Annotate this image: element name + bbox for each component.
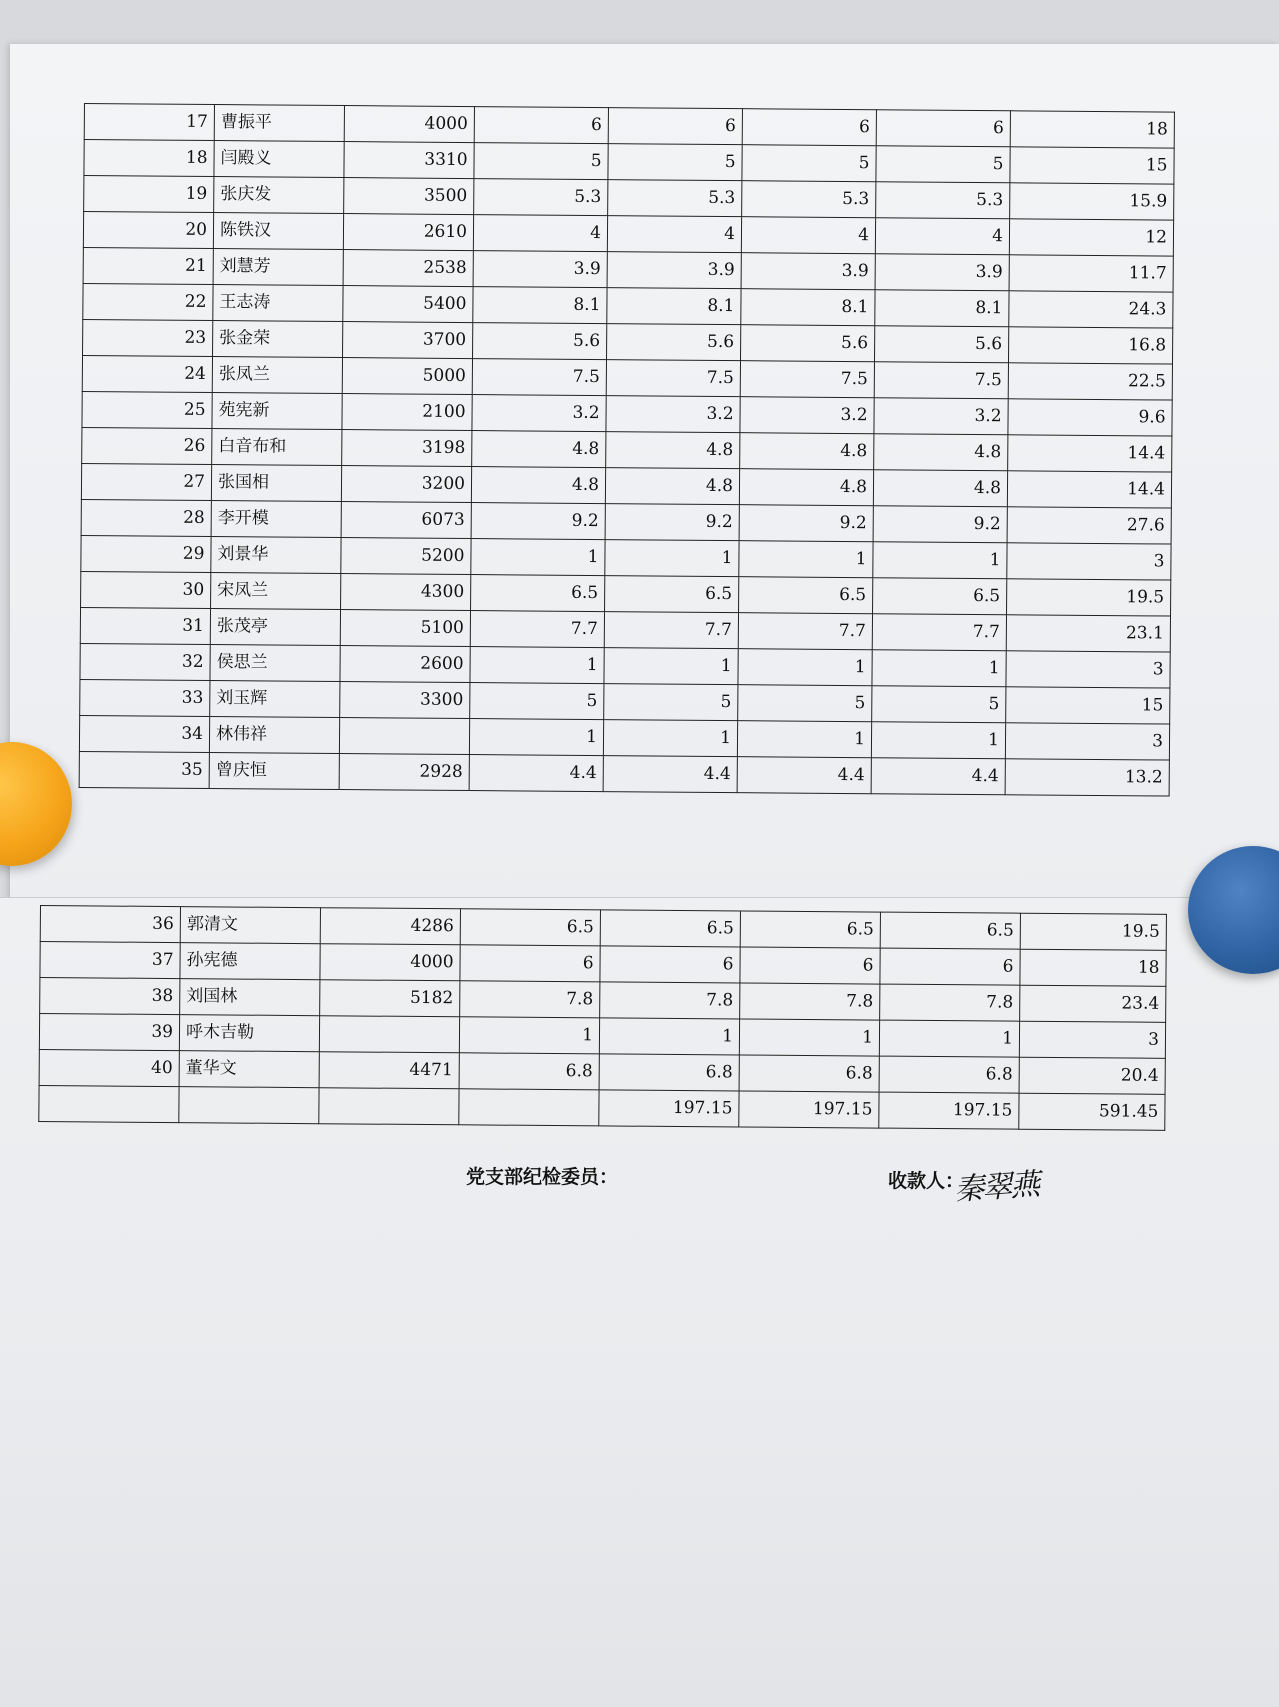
cell-total: 15: [1010, 147, 1174, 184]
cell-no: [39, 1085, 179, 1122]
cell-m4: 6: [880, 948, 1020, 985]
cell-total: 3: [1006, 651, 1170, 688]
cell-m1: 4: [473, 215, 607, 252]
cell-m1: 5.3: [474, 179, 608, 216]
cell-m1: 9.2: [471, 503, 605, 540]
cell-amount: [339, 718, 469, 755]
cell-name: 闫殿义: [214, 141, 344, 178]
cell-m2: 5: [604, 684, 738, 721]
cell-m1: 3.2: [472, 395, 606, 432]
cell-m1: 5: [474, 143, 608, 180]
cell-name: 张国相: [211, 465, 341, 502]
cell-m3: 4.8: [740, 433, 874, 470]
dues-table-bottom: [38, 905, 1167, 1131]
cell-no: 39: [39, 1014, 179, 1051]
cell-m2: 6.5: [600, 910, 740, 947]
cell-m3: 4.4: [737, 757, 871, 794]
inspector-label: 党支部纪检委员：: [466, 1166, 619, 1188]
cell-amount: 6073: [341, 502, 471, 539]
cell-m3: 5.6: [740, 325, 874, 362]
cell-m3: 6: [742, 109, 876, 146]
cell-m3: 197.15: [739, 1091, 879, 1128]
cell-m1: 5.6: [473, 323, 607, 360]
cell-amount: 4300: [341, 574, 471, 611]
cell-total: 15.9: [1010, 183, 1174, 220]
cell-total: 18: [1020, 949, 1166, 986]
cell-total: 11.7: [1009, 255, 1173, 292]
cell-m1: 4.8: [472, 431, 606, 468]
cell-total: 9.6: [1008, 399, 1172, 436]
cell-name: 曾庆恒: [209, 753, 339, 790]
cell-name: 张庆发: [214, 177, 344, 214]
cell-m4: 5.3: [876, 182, 1010, 219]
cell-amount: 5182: [320, 980, 460, 1017]
cell-m1: 4.8: [471, 467, 605, 504]
cell-m2: 6: [608, 108, 742, 145]
cell-m3: 4: [741, 217, 875, 254]
cell-name: 张茂亭: [210, 609, 340, 646]
cell-m2: 1: [599, 1018, 739, 1055]
cell-m4: 7.5: [874, 362, 1008, 399]
cell-m4: 1: [873, 542, 1007, 579]
cell-total: 23.1: [1006, 615, 1170, 652]
cell-m4: 5: [872, 686, 1006, 723]
cell-amount: 5000: [342, 358, 472, 395]
cell-m3: 1: [739, 1019, 879, 1056]
cell-name: 王志涛: [213, 285, 343, 322]
cell-no: 34: [79, 715, 209, 752]
cell-name: 陈铁汉: [213, 213, 343, 250]
cell-name: 刘国林: [180, 979, 320, 1016]
cell-name: 呼木吉勒: [179, 1015, 319, 1052]
cell-m3: 5.3: [742, 181, 876, 218]
cell-amount: 4000: [320, 944, 460, 981]
cell-total: 27.6: [1007, 507, 1171, 544]
cell-m4: 1: [871, 722, 1005, 759]
cell-m2: 4.8: [605, 468, 739, 505]
cell-m1: 7.5: [472, 359, 606, 396]
cell-name: 刘景华: [211, 537, 341, 574]
cell-amount: 5400: [343, 286, 473, 323]
cell-no: 25: [82, 391, 212, 428]
cell-m3: 7.5: [740, 361, 874, 398]
cell-total: 18: [1010, 111, 1174, 148]
cell-name: 刘玉辉: [210, 681, 340, 718]
cell-m4: 197.15: [879, 1092, 1019, 1129]
cell-m4: 5.6: [874, 326, 1008, 363]
cell-m1: 6: [474, 107, 608, 144]
cell-amount: 2610: [343, 214, 473, 251]
cell-m4: 9.2: [873, 506, 1007, 543]
cell-m4: 1: [872, 650, 1006, 687]
cell-m3: 1: [737, 721, 871, 758]
cell-no: 29: [81, 535, 211, 572]
cell-amount: [319, 1016, 459, 1053]
cell-m4: 5: [876, 146, 1010, 183]
cell-m2: 4.8: [606, 432, 740, 469]
cell-m3: 3.9: [741, 253, 875, 290]
cell-no: 35: [79, 751, 209, 788]
cell-amount: 3300: [340, 682, 470, 719]
cell-no: 37: [40, 942, 180, 979]
cell-m3: 6.5: [739, 577, 873, 614]
cell-m1: 4.4: [469, 755, 603, 792]
cell-total: 3: [1019, 1021, 1165, 1058]
cell-m2: 8.1: [607, 288, 741, 325]
cell-amount: 5200: [341, 538, 471, 575]
cell-m2: 7.5: [606, 360, 740, 397]
cell-m2: 7.7: [604, 612, 738, 649]
cell-m2: 6.5: [605, 576, 739, 613]
cell-m1: 1: [459, 1017, 599, 1054]
receiver-signature: 秦翠燕: [953, 1167, 1040, 1208]
cell-amount: [319, 1088, 459, 1125]
cell-m2: 5: [608, 144, 742, 181]
cell-m2: 4.4: [603, 756, 737, 793]
cell-no: 24: [82, 355, 212, 392]
cell-m2: 1: [603, 720, 737, 757]
cell-m1: 1: [470, 647, 604, 684]
cell-amount: 3198: [342, 430, 472, 467]
cell-m1: 6: [460, 945, 600, 982]
cell-name: 张凤兰: [212, 357, 342, 394]
cell-m4: 4.4: [871, 758, 1005, 795]
cell-m2: 1: [605, 540, 739, 577]
cell-m3: 7.8: [740, 983, 880, 1020]
cell-m1: 1: [469, 719, 603, 756]
cell-name: 宋凤兰: [211, 573, 341, 610]
cell-m1: [459, 1089, 599, 1126]
cell-total: 23.4: [1020, 985, 1166, 1022]
dues-table-top: [79, 103, 1175, 797]
cell-no: 32: [80, 643, 210, 680]
cell-amount: 4286: [320, 908, 460, 945]
cell-no: 17: [84, 104, 214, 141]
cell-total: 3: [1007, 543, 1171, 580]
cell-total: 22.5: [1008, 363, 1172, 400]
cell-total: 16.8: [1008, 327, 1172, 364]
cell-name: [179, 1087, 319, 1124]
cell-m1: 6.5: [460, 909, 600, 946]
cell-m2: 7.8: [600, 982, 740, 1019]
cell-m3: 5: [738, 685, 872, 722]
cell-no: 19: [84, 176, 214, 213]
cell-m2: 6: [600, 946, 740, 983]
cell-no: 20: [83, 212, 213, 249]
cell-amount: 2928: [339, 754, 469, 791]
cell-m1: 3.9: [473, 251, 607, 288]
cell-total: 15: [1006, 687, 1170, 724]
cell-m3: 1: [738, 649, 872, 686]
cell-name: 苑宪新: [212, 393, 342, 430]
cell-m3: 4.8: [739, 469, 873, 506]
cell-m4: 8.1: [875, 290, 1009, 327]
cell-name: 林伟祥: [209, 717, 339, 754]
cell-m3: 5: [742, 145, 876, 182]
cell-m1: 6.8: [459, 1053, 599, 1090]
cell-m3: 6.8: [739, 1055, 879, 1092]
cell-m2: 3.9: [607, 252, 741, 289]
cell-no: 23: [83, 319, 213, 356]
cell-m3: 9.2: [739, 505, 873, 542]
cell-amount: 3700: [343, 322, 473, 359]
cell-total: 591.45: [1019, 1093, 1165, 1130]
cell-m2: 6.8: [599, 1054, 739, 1091]
cell-no: 18: [84, 140, 214, 177]
cell-m2: 9.2: [605, 504, 739, 541]
cell-amount: 2538: [343, 250, 473, 287]
cell-no: 26: [82, 427, 212, 464]
cell-no: 36: [40, 906, 180, 943]
cell-m4: 4: [875, 218, 1009, 255]
cell-m4: 3.9: [875, 254, 1009, 291]
cell-m1: 8.1: [473, 287, 607, 324]
cell-no: 38: [40, 978, 180, 1015]
cell-m4: 7.7: [872, 614, 1006, 651]
cell-m4: 7.8: [880, 984, 1020, 1021]
cell-m4: 6.8: [879, 1056, 1019, 1093]
cell-m4: 1: [879, 1020, 1019, 1057]
cell-name: 孙宪德: [180, 943, 320, 980]
cell-m1: 6.5: [471, 575, 605, 612]
cell-no: 30: [81, 571, 211, 608]
cell-m2: 197.15: [599, 1090, 739, 1127]
cell-m4: 6.5: [873, 578, 1007, 615]
cell-amount: 5100: [340, 610, 470, 647]
cell-name: 郭清文: [180, 907, 320, 944]
cell-name: 曹振平: [214, 105, 344, 142]
cell-amount: 4471: [319, 1052, 459, 1089]
cell-amount: 3310: [344, 142, 474, 179]
cell-no: 31: [80, 607, 210, 644]
cell-name: 李开模: [211, 501, 341, 538]
cell-m4: 6: [876, 110, 1010, 147]
cell-m2: 4: [607, 216, 741, 253]
cell-m3: 1: [739, 541, 873, 578]
cell-amount: 3200: [341, 466, 471, 503]
cell-no: 22: [83, 283, 213, 320]
cell-total: 12: [1009, 219, 1173, 256]
cell-m4: 3.2: [874, 398, 1008, 435]
cell-m2: 3.2: [606, 396, 740, 433]
cell-no: 21: [83, 247, 213, 284]
cell-m2: 5.3: [608, 180, 742, 217]
receiver-label: 收款人：: [888, 1170, 965, 1192]
cell-m1: 7.8: [460, 981, 600, 1018]
cell-m4: 4.8: [873, 470, 1007, 507]
cell-no: 27: [81, 463, 211, 500]
cell-m3: 6.5: [740, 911, 880, 948]
cell-m2: 1: [604, 648, 738, 685]
cell-name: 侯思兰: [210, 645, 340, 682]
cell-no: 33: [80, 679, 210, 716]
cell-m4: 4.8: [874, 434, 1008, 471]
cell-total: 13.2: [1005, 759, 1169, 796]
cell-m1: 1: [471, 539, 605, 576]
cell-m3: 3.2: [740, 397, 874, 434]
cell-no: 40: [39, 1049, 179, 1086]
cell-name: 董华文: [179, 1051, 319, 1088]
cell-total: 20.4: [1019, 1057, 1165, 1094]
cell-m1: 7.7: [470, 611, 604, 648]
cell-total: 19.5: [1020, 913, 1166, 950]
cell-amount: 2100: [342, 394, 472, 431]
cell-m2: 5.6: [607, 324, 741, 361]
cell-amount: 3500: [344, 178, 474, 215]
cell-m1: 5: [470, 683, 604, 720]
cell-m3: 8.1: [741, 289, 875, 326]
cell-total: 14.4: [1007, 471, 1171, 508]
cell-name: 张金荣: [213, 321, 343, 358]
cell-m3: 6: [740, 947, 880, 984]
cell-amount: 2600: [340, 646, 470, 683]
cell-name: 刘慧芳: [213, 249, 343, 286]
cell-total: 19.5: [1007, 579, 1171, 616]
cell-no: 28: [81, 499, 211, 536]
cell-total: 14.4: [1008, 435, 1172, 472]
cell-amount: 4000: [344, 106, 474, 143]
cell-total: 24.3: [1009, 291, 1173, 328]
cell-total: 3: [1005, 723, 1169, 760]
cell-m3: 7.7: [738, 613, 872, 650]
cell-m4: 6.5: [880, 912, 1020, 949]
cell-name: 白音布和: [212, 429, 342, 466]
